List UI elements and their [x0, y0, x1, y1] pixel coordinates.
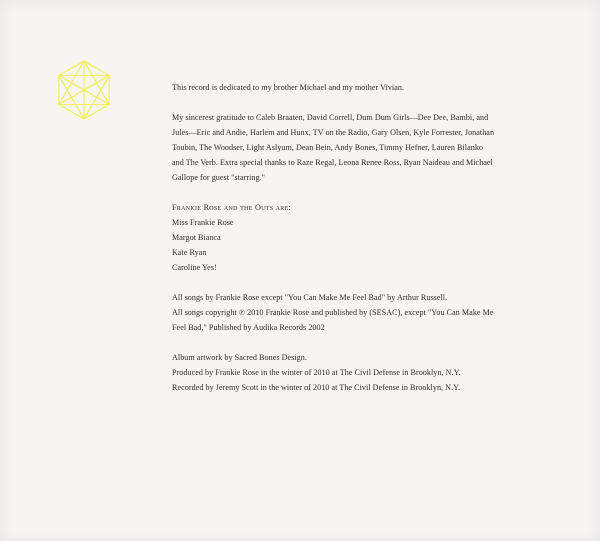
credits-line: Recorded by Jeremy Scott in the winter of 2010 at The Civil Defense in Brooklyn, N.Y.	[172, 383, 461, 392]
songs-line: All songs by Frankie Rose except "You Can Make Me Feel Bad" by Arthur Russell.	[172, 293, 448, 302]
band-member: Caroline Yes!	[172, 263, 217, 272]
liner-notes-text	[172, 80, 502, 410]
credits-line: Album artwork by Sacred Bones Design.	[172, 353, 307, 362]
gratitude-line: Jules—Eric and Andie, Harlem and Hunx, TV on the Radio, Gary Olsen, Kyle Forrester, Jonathan	[172, 128, 495, 137]
songs-line: All songs copyright ℗ 2010 Frankie Rose and published by (SESAC), except "You Can Make Me	[172, 308, 494, 317]
gratitude-paragraph	[172, 110, 502, 185]
geometric-hexagon-logo-icon	[52, 58, 116, 122]
dedication-text: This record is dedicated to my brother Michael and my mother Vivian.	[172, 83, 405, 92]
band-heading: Frankie Rose and the Outs are:	[172, 203, 292, 212]
songs-paragraph	[172, 290, 502, 335]
credits-line: Produced by Frankie Rose in the winter of 2010 at The Civil Defense in Brooklyn, N.Y.	[172, 368, 461, 377]
band-member: Kate Ryan	[172, 248, 207, 257]
gratitude-line: Toubin, The Woodser, Light Aslyum, Dean Bein, Andy Bones, Timmy Hefner, Lauren Bilanko	[172, 143, 484, 152]
credits-paragraph	[172, 350, 502, 395]
band-member: Miss Frankie Rose	[172, 218, 234, 227]
songs-line: Feel Bad," Published by Audika Records 2002	[172, 323, 325, 332]
band-paragraph	[172, 200, 502, 275]
band-member: Margot Bianca	[172, 233, 221, 242]
gratitude-line: Gallope for guest "starring."	[172, 173, 266, 182]
gratitude-line: and The Verb. Extra special thanks to Raze Regal, Leona Renee Ross, Ryan Naideau and Michael	[172, 158, 493, 167]
gratitude-line: My sincerest gratitude to Caleb Braaten, David Correll, Dum Dum Girls—Dee Dee, Bambi, and	[172, 113, 489, 122]
